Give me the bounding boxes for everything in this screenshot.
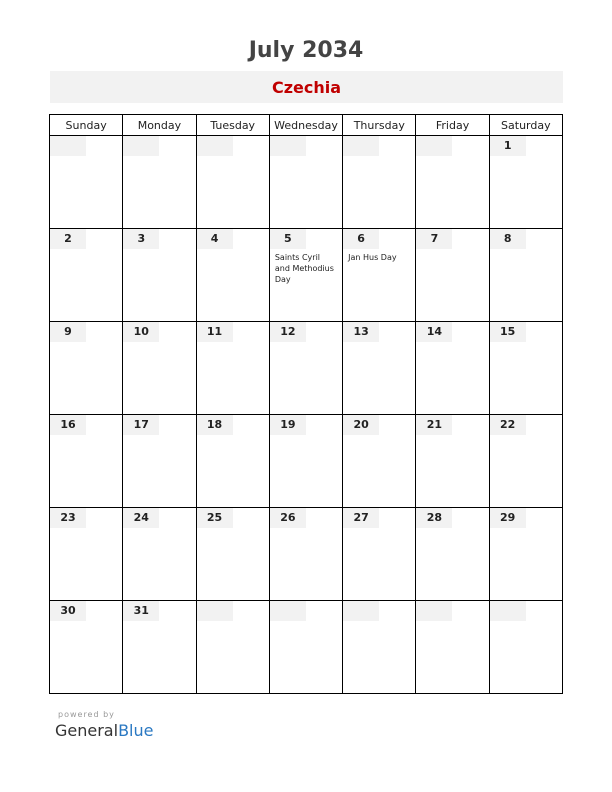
day-number: 9 [50, 322, 86, 342]
calendar-grid [49, 114, 563, 694]
day-cell [123, 601, 196, 694]
day-number: 28 [416, 508, 452, 528]
day-cell [50, 601, 123, 694]
day-number: 29 [490, 508, 526, 528]
day-number [123, 136, 159, 156]
week-row [50, 136, 563, 229]
day-cell [123, 229, 196, 322]
day-cell [50, 508, 123, 601]
day-number: 19 [270, 415, 306, 435]
day-number [416, 601, 452, 621]
day-cell [416, 322, 489, 415]
day-cell [489, 601, 562, 694]
day-cell [416, 229, 489, 322]
day-number: 22 [490, 415, 526, 435]
day-cell [416, 136, 489, 229]
day-cell [343, 508, 416, 601]
holiday-label: Saints Cyril and Methodius Day [274, 253, 334, 284]
day-cell [123, 136, 196, 229]
day-number: 14 [416, 322, 452, 342]
day-number: 3 [123, 229, 159, 249]
day-number: 25 [197, 508, 233, 528]
day-number: 12 [270, 322, 306, 342]
day-cell [416, 415, 489, 508]
day-number: 27 [343, 508, 379, 528]
day-cell [123, 508, 196, 601]
weekday-header: Wednesday [269, 115, 342, 136]
weekday-header-row [50, 115, 563, 136]
day-number [270, 136, 306, 156]
day-cell [343, 322, 416, 415]
day-number: 4 [197, 229, 233, 249]
day-cell [50, 415, 123, 508]
day-cell [343, 415, 416, 508]
day-cell [269, 508, 342, 601]
week-row [50, 322, 563, 415]
week-row [50, 508, 563, 601]
country-banner [50, 71, 563, 103]
week-row [50, 229, 563, 322]
day-cell [416, 508, 489, 601]
day-number: 5 [270, 229, 306, 249]
day-number: 2 [50, 229, 86, 249]
brand-blue: Blue [118, 721, 154, 740]
day-cell [196, 415, 269, 508]
day-cell [269, 322, 342, 415]
day-cell [269, 136, 342, 229]
day-number [270, 601, 306, 621]
weekday-header: Sunday [50, 115, 123, 136]
day-cell [343, 229, 416, 322]
country-name: Czechia [271, 78, 342, 97]
day-cell [416, 601, 489, 694]
day-number: 31 [123, 601, 159, 621]
page-title: July 2034 [248, 38, 364, 63]
day-number: 6 [343, 229, 379, 249]
day-number: 7 [416, 229, 452, 249]
day-number [343, 136, 379, 156]
day-number: 15 [490, 322, 526, 342]
weekday-header: Monday [123, 115, 196, 136]
day-cell [343, 601, 416, 694]
weekday-header: Tuesday [196, 115, 269, 136]
day-cell [50, 136, 123, 229]
day-number: 16 [50, 415, 86, 435]
day-cell [489, 415, 562, 508]
day-cell [489, 136, 562, 229]
day-cell [489, 229, 562, 322]
day-cell [196, 136, 269, 229]
day-cell [196, 601, 269, 694]
day-cell [269, 415, 342, 508]
day-number [50, 136, 86, 156]
brand-general: General [55, 721, 119, 740]
week-row [50, 415, 563, 508]
day-cell [489, 322, 562, 415]
day-number [197, 136, 233, 156]
day-number [490, 601, 526, 621]
day-cell [50, 229, 123, 322]
day-number: 8 [490, 229, 526, 249]
day-number: 23 [50, 508, 86, 528]
day-cell [196, 229, 269, 322]
day-number: 24 [123, 508, 159, 528]
day-number: 17 [123, 415, 159, 435]
day-number: 18 [197, 415, 233, 435]
day-cell [489, 508, 562, 601]
day-number: 1 [490, 136, 526, 156]
day-number: 13 [343, 322, 379, 342]
day-cell [123, 415, 196, 508]
holiday-label: Jan Hus Day [348, 253, 397, 262]
day-number: 20 [343, 415, 379, 435]
weekday-header: Saturday [489, 115, 562, 136]
day-number [197, 601, 233, 621]
day-number: 30 [50, 601, 86, 621]
day-cell [269, 601, 342, 694]
week-row [50, 601, 563, 694]
powered-by-label: powered by [58, 710, 115, 719]
day-cell [196, 322, 269, 415]
day-number: 10 [123, 322, 159, 342]
day-number: 26 [270, 508, 306, 528]
day-number [343, 601, 379, 621]
day-number: 21 [416, 415, 452, 435]
generalblue-logo[interactable] [55, 721, 153, 740]
day-number [416, 136, 452, 156]
day-cell [269, 229, 342, 322]
day-number: 11 [197, 322, 233, 342]
day-cell [343, 136, 416, 229]
weekday-header: Friday [416, 115, 489, 136]
day-cell [123, 322, 196, 415]
weekday-header: Thursday [343, 115, 416, 136]
day-cell [196, 508, 269, 601]
day-cell [50, 322, 123, 415]
